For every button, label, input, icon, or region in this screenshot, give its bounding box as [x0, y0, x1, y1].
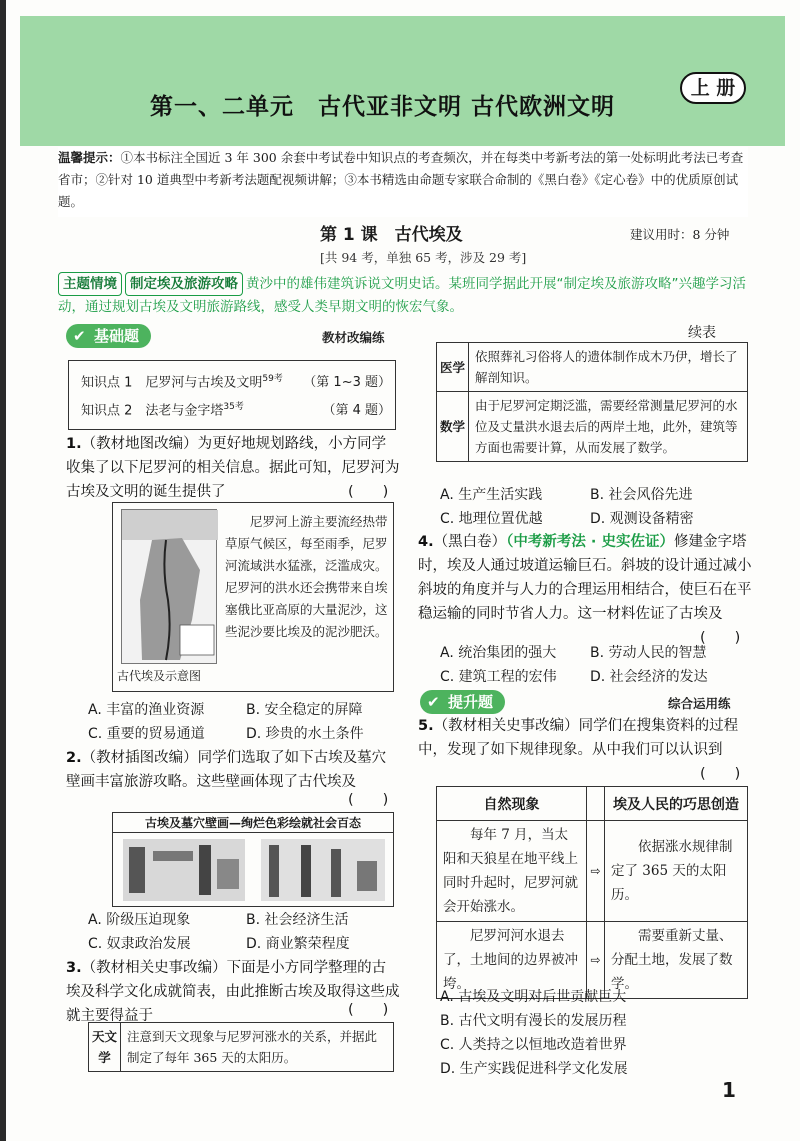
basic-section-note: 教材改编练 — [322, 330, 385, 345]
q5-option-b[interactable]: B. 古代文明有漫长的发展历程 — [440, 1013, 627, 1029]
new-method-tag: （中考新考法 · 史实佐证） — [506, 534, 674, 550]
egypt-map-box — [112, 502, 394, 692]
table-cell: 尼罗河河水退去了，土地间的边界被冲垮。 — [437, 922, 587, 999]
table-head: 数学 — [437, 392, 469, 462]
mural-image — [261, 839, 385, 901]
theme-text: 黄沙中的雄伟建筑诉说文明史话。某班同学据此开展“制定埃及旅游攻略”兴趣学习活动，通过规划古埃及文明旅游路线，感受人类早期文明的恢宏气象。 — [58, 276, 746, 315]
theme-tag: 主题情境 — [58, 272, 122, 296]
knowledge-point: 知识点 1 尼罗河与古埃及文明$^{59考}$ （第 1~3 题） — [81, 374, 391, 391]
arrow-right-icon: ⇨ — [587, 922, 605, 999]
table-cell: 注意到天文现象与尼罗河涨水的关系，并据此制定了每年 365 天的太阳历。 — [121, 1023, 394, 1072]
q2-option-d[interactable]: D. 商业繁荣程度 — [246, 936, 350, 952]
mural-title: 古埃及墓穴壁画—绚烂色彩绘就社会百态 — [113, 813, 393, 833]
table-cell: 依据涨水规律制定了 365 天的太阳历。 — [605, 821, 748, 922]
table-row — [437, 821, 748, 922]
table-header-row — [437, 787, 748, 821]
map-caption: 古代埃及示意图 — [117, 669, 202, 683]
tip-text: ①本书标注全国近 3 年 300 余套中考试卷中知识点的考查频次，并在每类中考新考法的第一处标明此考法已考查省市；②针对 10 道典型中考新考法题配视频讲解；③本书精选由命题专家联合命制的《黑白卷》《定心卷》中的优质原创试题。 — [58, 150, 744, 209]
q3-option-a[interactable]: A. 生产生活实践 — [440, 487, 543, 503]
q5-option-a[interactable]: A. 古埃及文明对后世贡献巨大 — [440, 989, 627, 1005]
q2-option-c[interactable]: C. 奴隶政治发展 — [88, 936, 191, 952]
check-icon: ✔ — [73, 327, 86, 345]
q2-option-a[interactable]: A. 阶级压迫现象 — [88, 912, 191, 928]
suggest-time: 建议用时：8 分钟 — [630, 227, 730, 242]
table-head: 医学 — [437, 343, 469, 392]
tip-label: 温馨提示： — [58, 150, 121, 165]
table-cell: 需要重新丈量、分配土地，发展了数学。 — [605, 922, 748, 999]
q3-option-c[interactable]: C. 地理位置优越 — [440, 511, 543, 527]
q4-option-b[interactable]: B. 劳动人民的智慧 — [590, 645, 707, 661]
answer-blank: ( ) — [700, 766, 741, 782]
scan-edge — [0, 0, 6, 1141]
q5-option-c[interactable]: C. 人类持之以恒地改造着世界 — [440, 1037, 627, 1053]
volume-badge: 上 册 — [680, 72, 746, 104]
table-cell: 由于尼罗河定期泛滥，需要经常测量尼罗河的水位及丈量洪水退去后的两岸土地，此外，建筑等方面也需要计算，从而发展了数学。 — [469, 392, 748, 462]
question-4: 4.（黑白卷）（中考新考法 · 史实佐证）修建金字塔时，埃及人通过坡道运输巨石。斜坡的设计通过减小斜坡的角度并与人力的合理运用相结合，使巨石在平稳运输的同时节省人力。这一材料佐证了古埃及 — [418, 534, 752, 622]
unit-title: 第一、二单元 古代亚非文明 古代欧洲文明 — [150, 94, 616, 120]
question-3: 3.（教材相关史事改编）下面是小方同学整理的古埃及科学文化成就简表，由此推断古埃及取得这些成就主要得益于 — [66, 960, 400, 1024]
science-table-continued — [436, 342, 748, 462]
advanced-section-note: 综合运用练 — [668, 696, 731, 711]
question-1: 1.（教材地图改编）为更好地规划路线，小方同学收集了以下尼罗河的相关信息。据此可知，尼罗河为古埃及文明的诞生提供了 — [66, 436, 400, 500]
basic-section-label: ✔ 基础题 — [66, 324, 151, 348]
science-table — [88, 1022, 394, 1072]
knowledge-point: 知识点 2 法老与金字塔$^{35考}$ （第 4 题） — [81, 402, 391, 419]
table-row — [437, 392, 748, 462]
q4-option-a[interactable]: A. 统治集团的强大 — [440, 645, 557, 661]
advanced-section-label: ✔ 提升题 — [420, 690, 505, 714]
q3-option-b[interactable]: B. 社会风俗先进 — [590, 487, 693, 503]
answer-blank: ( ) — [348, 484, 389, 500]
q1-option-d[interactable]: D. 珍贵的水土条件 — [246, 726, 364, 742]
knowledge-points-box — [68, 360, 396, 430]
continued-label: 续表 — [688, 325, 716, 341]
arrow-right-icon: ⇨ — [587, 821, 605, 922]
lesson-title: 第 1 课 古代埃及 — [320, 225, 463, 245]
answer-blank: ( ) — [700, 630, 741, 646]
table-cell: 依照葬礼习俗将人的遗体制作成木乃伊，增长了解剖知识。 — [469, 343, 748, 392]
q1-option-a[interactable]: A. 丰富的渔业资源 — [88, 702, 205, 718]
answer-blank: ( ) — [348, 1002, 389, 1018]
question-5: 5.（教材相关史事改编）同学们在搜集资料的过程中，发现了如下规律现象。从中我们可以认识到 — [418, 718, 739, 758]
question-2: 2.（教材插图改编）同学们选取了如下古埃及墓穴壁画丰富旅游攻略。这些壁画体现了古代埃及 — [66, 750, 387, 790]
table-row — [89, 1023, 394, 1072]
q3-option-d[interactable]: D. 观测设备精密 — [590, 511, 694, 527]
mural-image — [123, 839, 245, 901]
q4-option-c[interactable]: C. 建筑工程的宏伟 — [440, 669, 557, 685]
q5-option-d[interactable]: D. 生产实践促进科学文化发展 — [440, 1061, 628, 1077]
theme-tag-topic: 制定埃及旅游攻略 — [125, 272, 243, 296]
q1-option-b[interactable]: B. 安全稳定的屏障 — [246, 702, 363, 718]
map-text: 尼罗河上游主要流经热带草原气候区，每至雨季，尼罗河流域洪水猛涨，泛滥成灾。尼罗河的洪水还会携带来自埃塞俄比亚高原的大量泥沙，这些泥沙要比埃及的泥沙肥沃。 — [225, 514, 388, 639]
answer-blank: ( ) — [348, 792, 389, 808]
column-header: 埃及人民的巧思创造 — [605, 787, 748, 821]
egypt-map — [121, 509, 217, 664]
table-head: 天文学 — [89, 1023, 121, 1072]
exam-stats: [共 94 考，单独 65 考，涉及 29 考] — [320, 250, 527, 265]
table-cell: 每年 7 月，当太阳和天狼星在地平线上同时升起时，尼罗河就会开始涨水。 — [437, 821, 587, 922]
q4-option-d[interactable]: D. 社会经济的发达 — [590, 669, 708, 685]
q1-option-c[interactable]: C. 重要的贸易通道 — [88, 726, 205, 742]
header-band — [20, 16, 785, 146]
law-table — [436, 786, 748, 999]
column-header: 自然现象 — [437, 787, 587, 821]
mural-box — [112, 812, 394, 907]
check-icon: ✔ — [427, 693, 440, 711]
theme-context — [58, 272, 748, 318]
q2-option-b[interactable]: B. 社会经济生活 — [246, 912, 349, 928]
page-number: 1 — [722, 1078, 736, 1102]
table-row — [437, 343, 748, 392]
tip-box — [58, 147, 748, 217]
